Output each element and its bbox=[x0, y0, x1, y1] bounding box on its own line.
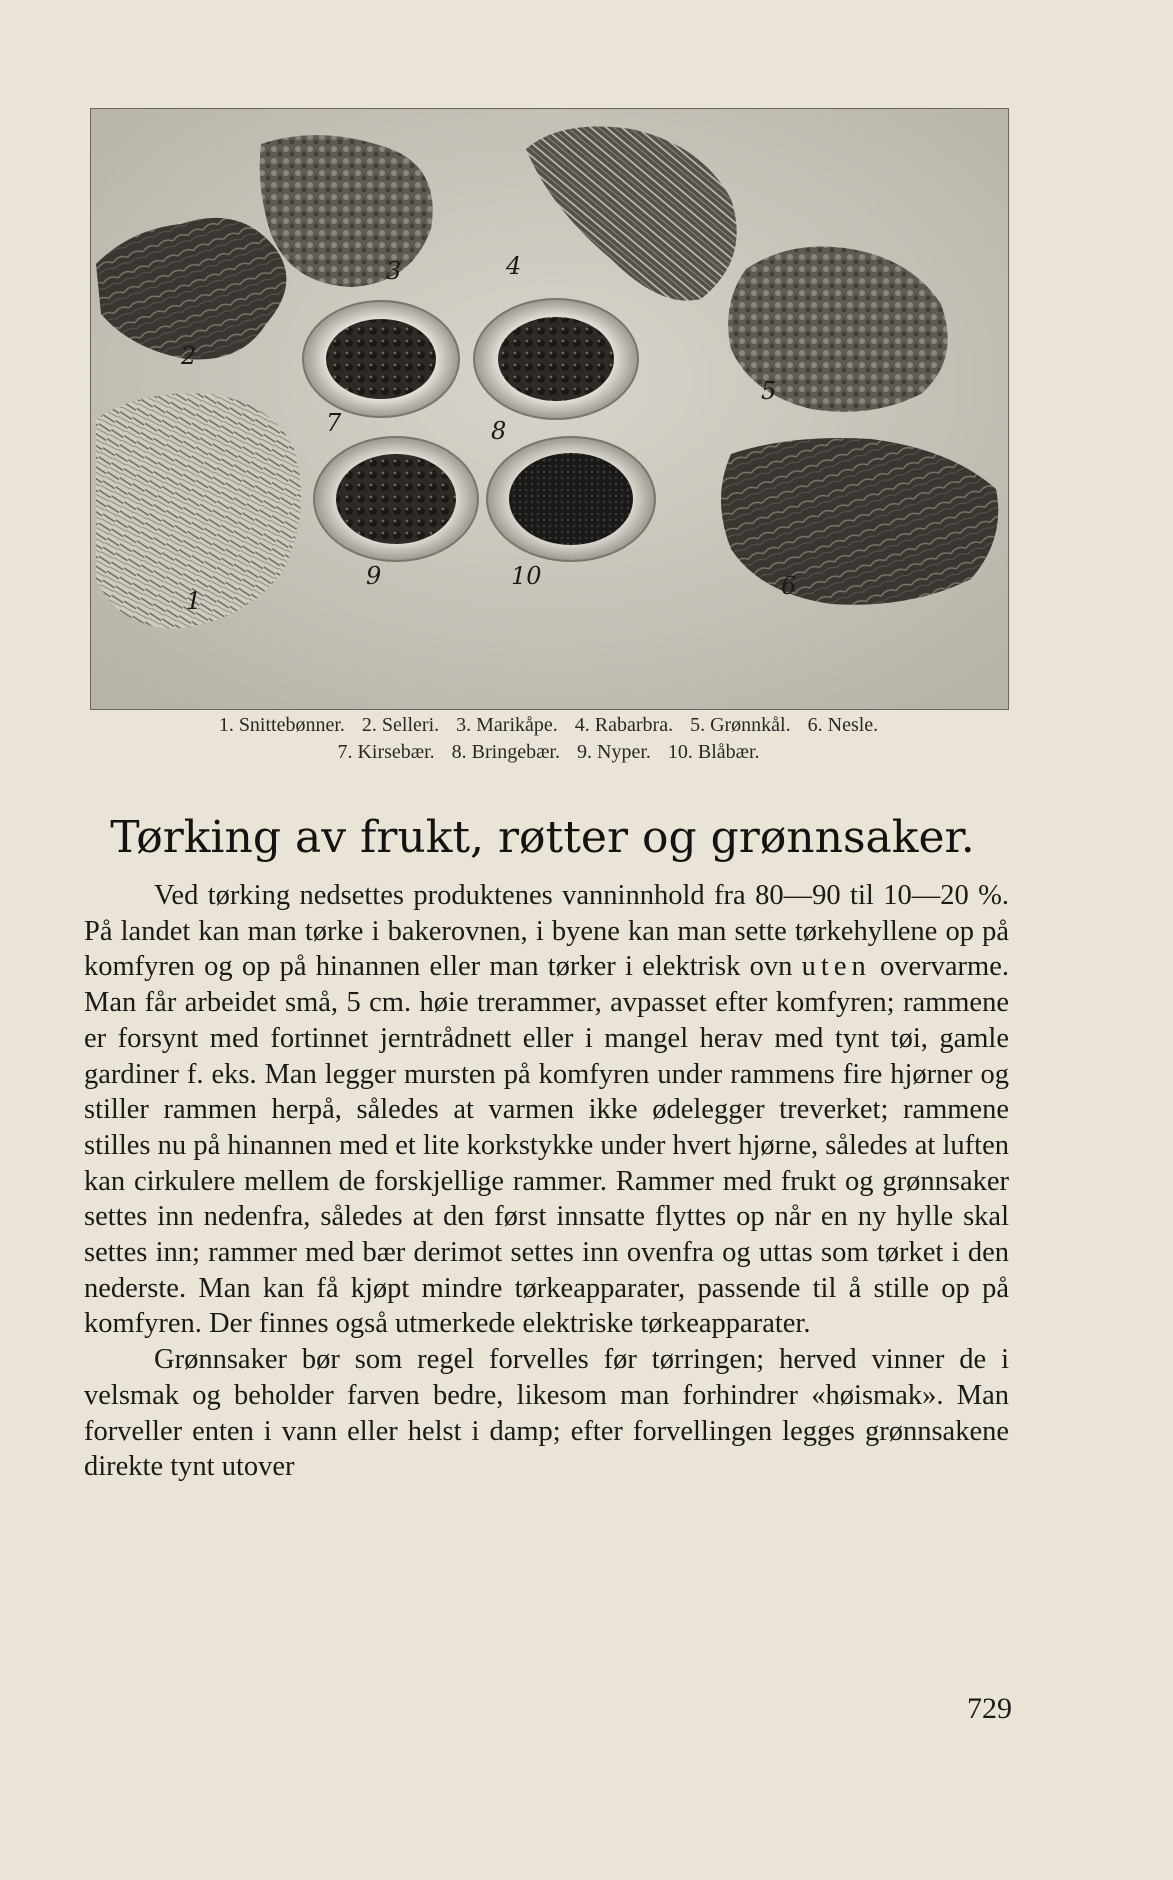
caption-line-1 bbox=[90, 712, 1007, 739]
caption-item: 10. Blåbær. bbox=[667, 741, 760, 763]
paragraph-1-emphasis: uten bbox=[801, 951, 871, 983]
caption-item: 2. Selleri. bbox=[361, 714, 440, 736]
caption-item: 5. Grønnkål. bbox=[690, 714, 791, 736]
dried-produce-photo bbox=[90, 108, 1009, 710]
cherries-plate bbox=[303, 301, 459, 417]
paragraph-1-part-b: overvarme. Man får arbeidet små, 5 cm. høie trerammer, avpasset efter komfyren; rammene er forsynt med fortinnet jerntrådnett eller i mangel herav med tynt tøi, gamle gardiner f. eks. Man legger mursten på komfyren under rammens fire hjørner og stiller rammen herpå, således at varmen ikke ødelegger treverket; rammene stilles nu på hinannen med et lite korkstykke under hvert hjørne, således at luften kan cirkulere mellem de forskjellige rammer. Rammer med frukt og grønnsaker settes inn nedenfra, således at den først innsatte flyttes op når en ny hylle skal settes inn; rammer med bær derimot settes inn ovenfra og uttas som tørket i den nederste. Man kan få kjøpt mindre tørkeapparater, passende til å stille op på komfyren. Der finnes også utmerkede elektriske tørkeapparater. bbox=[84, 951, 1009, 1340]
label-9: 9 bbox=[366, 562, 382, 590]
label-5: 5 bbox=[761, 377, 777, 405]
paragraph-1-part-a: Ved tørking nedsettes produktenes vanninnhold fra 80—90 til 10—20 %. På landet kan man tørke i bakerovnen, i byene kan man sette tørkehyllene op på komfyren og op på hinannen eller man tørker i elektrisk ovn bbox=[84, 880, 1009, 983]
nettle-pile bbox=[721, 438, 998, 605]
blueberries-plate bbox=[487, 437, 655, 561]
caption-item: 9. Nyper. bbox=[577, 741, 651, 763]
raspberries-plate bbox=[474, 299, 638, 419]
caption-item: 4. Rabarbra. bbox=[574, 714, 674, 736]
caption-item: 8. Bringebær. bbox=[451, 741, 560, 763]
paragraph-1 bbox=[84, 878, 1009, 1342]
section-title: Tørking av frukt, røtter og grønnsaker. bbox=[110, 812, 975, 863]
body-text bbox=[84, 878, 1009, 1485]
label-4: 4 bbox=[506, 252, 522, 280]
page-number: 729 bbox=[967, 1692, 1012, 1725]
label-6: 6 bbox=[781, 572, 797, 600]
photo-illustration bbox=[91, 109, 1008, 709]
caption-line-2 bbox=[90, 739, 1007, 766]
label-10: 10 bbox=[511, 562, 542, 590]
rosehips-plate bbox=[314, 437, 478, 561]
label-1: 1 bbox=[186, 587, 202, 615]
caption-item: 1. Snittebønner. bbox=[218, 714, 345, 736]
paragraph-2: Grønnsaker bør som regel forvelles før tørringen; herved vinner de i velsmak og beholder farven bedre, likesom man forhindrer «høismak». Man forveller enten i vann eller helst i damp; efter forvellingen legges grønnsakene direkte tynt utover bbox=[84, 1344, 1009, 1483]
caption-item: 7. Kirsebær. bbox=[337, 741, 435, 763]
label-2: 2 bbox=[181, 342, 197, 370]
label-3: 3 bbox=[386, 257, 402, 285]
label-7: 7 bbox=[326, 409, 342, 437]
label-8: 8 bbox=[491, 417, 507, 445]
caption-item: 3. Marikåpe. bbox=[456, 714, 558, 736]
caption-item: 6. Nesle. bbox=[807, 714, 879, 736]
figure-caption bbox=[90, 712, 1007, 766]
